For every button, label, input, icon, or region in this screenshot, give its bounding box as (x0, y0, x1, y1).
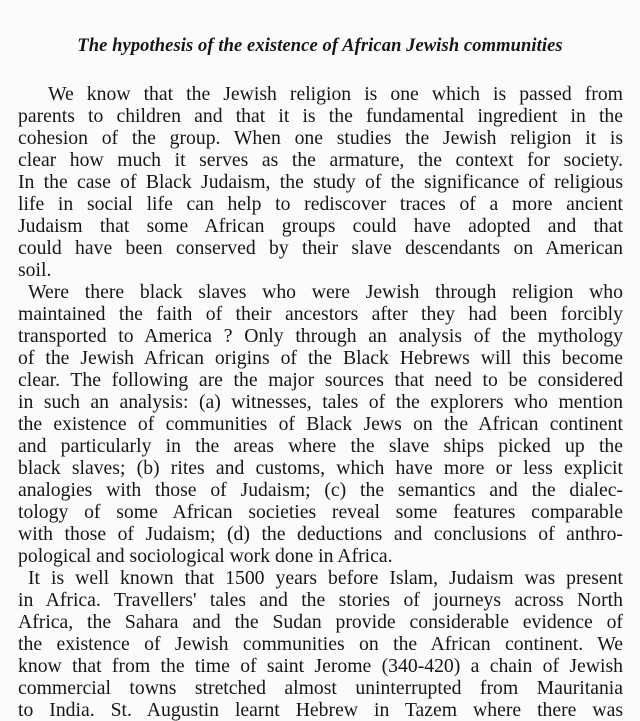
text-line: in such an analysis: (a) witnesses, tales of the explorers who mention (18, 391, 623, 413)
text-line: could have been conserved by their slave descendants on American (18, 237, 623, 259)
text-line: to India. St. Augustin learnt Hebrew in Tazem where there was (18, 699, 623, 721)
text-line: clear how much it serves as the armature, the context for society. (18, 149, 623, 171)
text-line: transported to America ? Only through an analysis of the mythology (18, 325, 623, 347)
text-line: parents to children and that it is the fundamental ingredient in the (18, 105, 623, 127)
text-line: cohesion of the group. When one studies the Jewish religion it is (18, 127, 623, 149)
text-line: In the case of Black Judaism, the study of the significance of religious (18, 171, 623, 193)
text-line: the existence of Jewish communities on the African continent. We (18, 633, 623, 655)
text-line: life in social life can help to rediscover traces of a more ancient (18, 193, 623, 215)
text-line: soil. (18, 259, 52, 281)
text-line: Judaism that some African groups could have adopted and that (18, 215, 623, 237)
text-line: with those of Judaism; (d) the deductions and conclusions of anthro- (18, 523, 623, 545)
text-line: black slaves; (b) rites and customs, which have more or less explicit (18, 457, 623, 479)
body-text (18, 83, 623, 721)
text-line: It is well known that 1500 years before Islam, Judaism was present (28, 567, 623, 589)
text-line: Africa, the Sahara and the Sudan provide considerable evidence of (18, 611, 623, 633)
text-line: of the Jewish African origins of the Black Hebrews will this become (18, 347, 623, 369)
text-line: the existence of communities of Black Jews on the African continent (18, 413, 623, 435)
text-line: Were there black slaves who were Jewish through religion who (28, 281, 623, 303)
text-line: clear. The following are the major sources that need to be considered (18, 369, 623, 391)
text-line: in Africa. Travellers' tales and the stories of journeys across North (18, 589, 623, 611)
text-line: know that from the time of saint Jerome (340-420) a chain of Jewish (18, 655, 623, 677)
text-line: analogies with those of Judaism; (c) the semantics and the dialec- (18, 479, 623, 501)
text-line: maintained the faith of their ancestors after they had been forcibly (18, 303, 623, 325)
text-line: and particularly in the areas where the slave ships picked up the (18, 435, 623, 457)
text-line: pological and sociological work done in Africa. (18, 545, 393, 567)
text-line: tology of some African societies reveal some features comparable (18, 501, 623, 523)
text-line: commercial towns stretched almost uninterrupted from Mauritania (18, 677, 623, 699)
section-title: The hypothesis of the existence of African Jewish communities (77, 36, 563, 56)
text-line: We know that the Jewish religion is one which is passed from (48, 83, 623, 105)
